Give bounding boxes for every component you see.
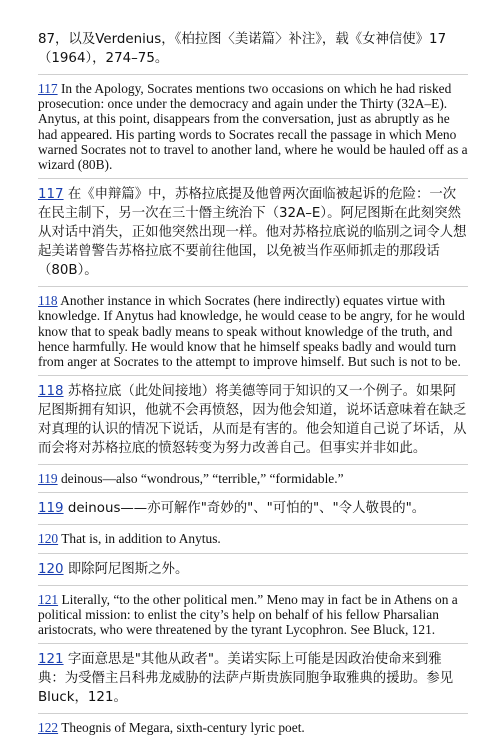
note-117-zh <box>38 185 468 280</box>
divider <box>38 643 468 644</box>
note-117-en <box>38 81 468 172</box>
note-link-120[interactable]: 120 <box>38 561 64 577</box>
note-text: 字面意思是"其他从政者"。美诺实际上可能是因政治使命来到雅典：为受僭主吕科弗龙威胁的法萨卢斯贵族同胞争取雅典的援助。参见Bluck，121。 <box>38 652 454 706</box>
note-text: In the Apology, Socrates mentions two occasions on which he had risked prosecution: once under the democracy and again under the Thirty (32A–E). Anytus, at this point, disappears from the conversation, just as abruptly as he had appeared. His parting words to Socrates recall the passage in which Meno warned Socrates not to travel to another land, where he would be hauled off as a wizard (80B). <box>38 81 468 173</box>
divider <box>38 713 468 714</box>
note-link-117[interactable]: 117 <box>38 187 64 203</box>
note-121-zh <box>38 650 468 707</box>
note-link-117[interactable]: 117 <box>38 81 58 96</box>
divider <box>38 286 468 287</box>
divider <box>38 492 468 493</box>
note-text: 在《申辩篇》中，苏格拉底提及他曾两次面临被起诉的危险：一次在民主制下，另一次在三十僭主统治下（32A–E）。阿尼图斯在此刻突然从对话中消失，正如他突然出现一样。他对苏格拉底说的临别之词令人想起美诺曾警告苏格拉底不要前往他国，以免被当作巫师抓走的那段话（80B）。 <box>38 187 467 279</box>
note-text: 苏格拉底（此处间接地）将美德等同于知识的又一个例子。如果阿尼图斯拥有知识，他就不会再愤怒，因为他会知道，说坏话意味着在缺乏对真理的认识的情况下说话，从而是有害的。他会知道自己说了坏话，从而会将对苏格拉底的愤怒转变为努力改善自己。但事实并非如此。 <box>38 384 467 457</box>
note-120-zh <box>38 560 468 579</box>
note-text: deinous——亦可解作"奇妙的"、"可怕的"、"令人敬畏的"。 <box>63 501 426 517</box>
note-text: 87，以及Verdenius，《柏拉图〈美诺篇〉补注》，载《女神信使》17（1964），274–75。 <box>38 32 447 66</box>
note-121-en <box>38 592 468 638</box>
note-continuation <box>38 30 468 68</box>
note-122-en <box>38 720 468 735</box>
note-text: 即除阿尼图斯之外。 <box>63 561 189 577</box>
note-118-zh <box>38 382 468 458</box>
divider <box>38 524 468 525</box>
note-link-121[interactable]: 121 <box>38 652 64 668</box>
note-text: deinous—also “wondrous,” “terrible,” “formidable.” <box>57 471 344 487</box>
note-link-119[interactable]: 119 <box>38 471 58 487</box>
note-link-119[interactable]: 119 <box>38 501 64 517</box>
note-link-118[interactable]: 118 <box>38 384 64 400</box>
divider <box>38 464 468 465</box>
note-text: That is, in addition to Anytus. <box>58 531 221 547</box>
note-link-122[interactable]: 122 <box>38 720 59 735</box>
note-119-zh <box>38 499 468 518</box>
note-119-en <box>38 471 468 486</box>
note-118-en <box>38 293 468 369</box>
document-page <box>38 30 468 735</box>
divider <box>38 74 468 75</box>
divider <box>38 585 468 586</box>
note-link-118[interactable]: 118 <box>38 293 58 309</box>
note-text: Another instance in which Socrates (here indirectly) equates virtue with knowledge. If Anytus had knowledge, he would cease to be angry, for he would know that to speak badly means to speak without knowledge of the truth, and hence harmfully. He would know that he himself speaks badly and would turn from anger at Socrates to the attempt to improve himself. But such is not to be. <box>38 293 465 370</box>
divider <box>38 375 468 376</box>
note-link-121[interactable]: 121 <box>38 591 59 607</box>
note-text: Literally, “to the other political men.” Meno may in fact be in Athens on a political mission: to enlist the city’s help on behalf of his fellow Pharsalian aristocrats, who were threatened by the tyrant Lycophron. See Bluck, 121. <box>38 591 458 638</box>
note-link-120[interactable]: 120 <box>38 531 59 547</box>
note-120-en <box>38 531 468 546</box>
divider <box>38 553 468 554</box>
note-text: Theognis of Megara, sixth-century lyric poet. <box>58 720 305 735</box>
divider <box>38 178 468 179</box>
